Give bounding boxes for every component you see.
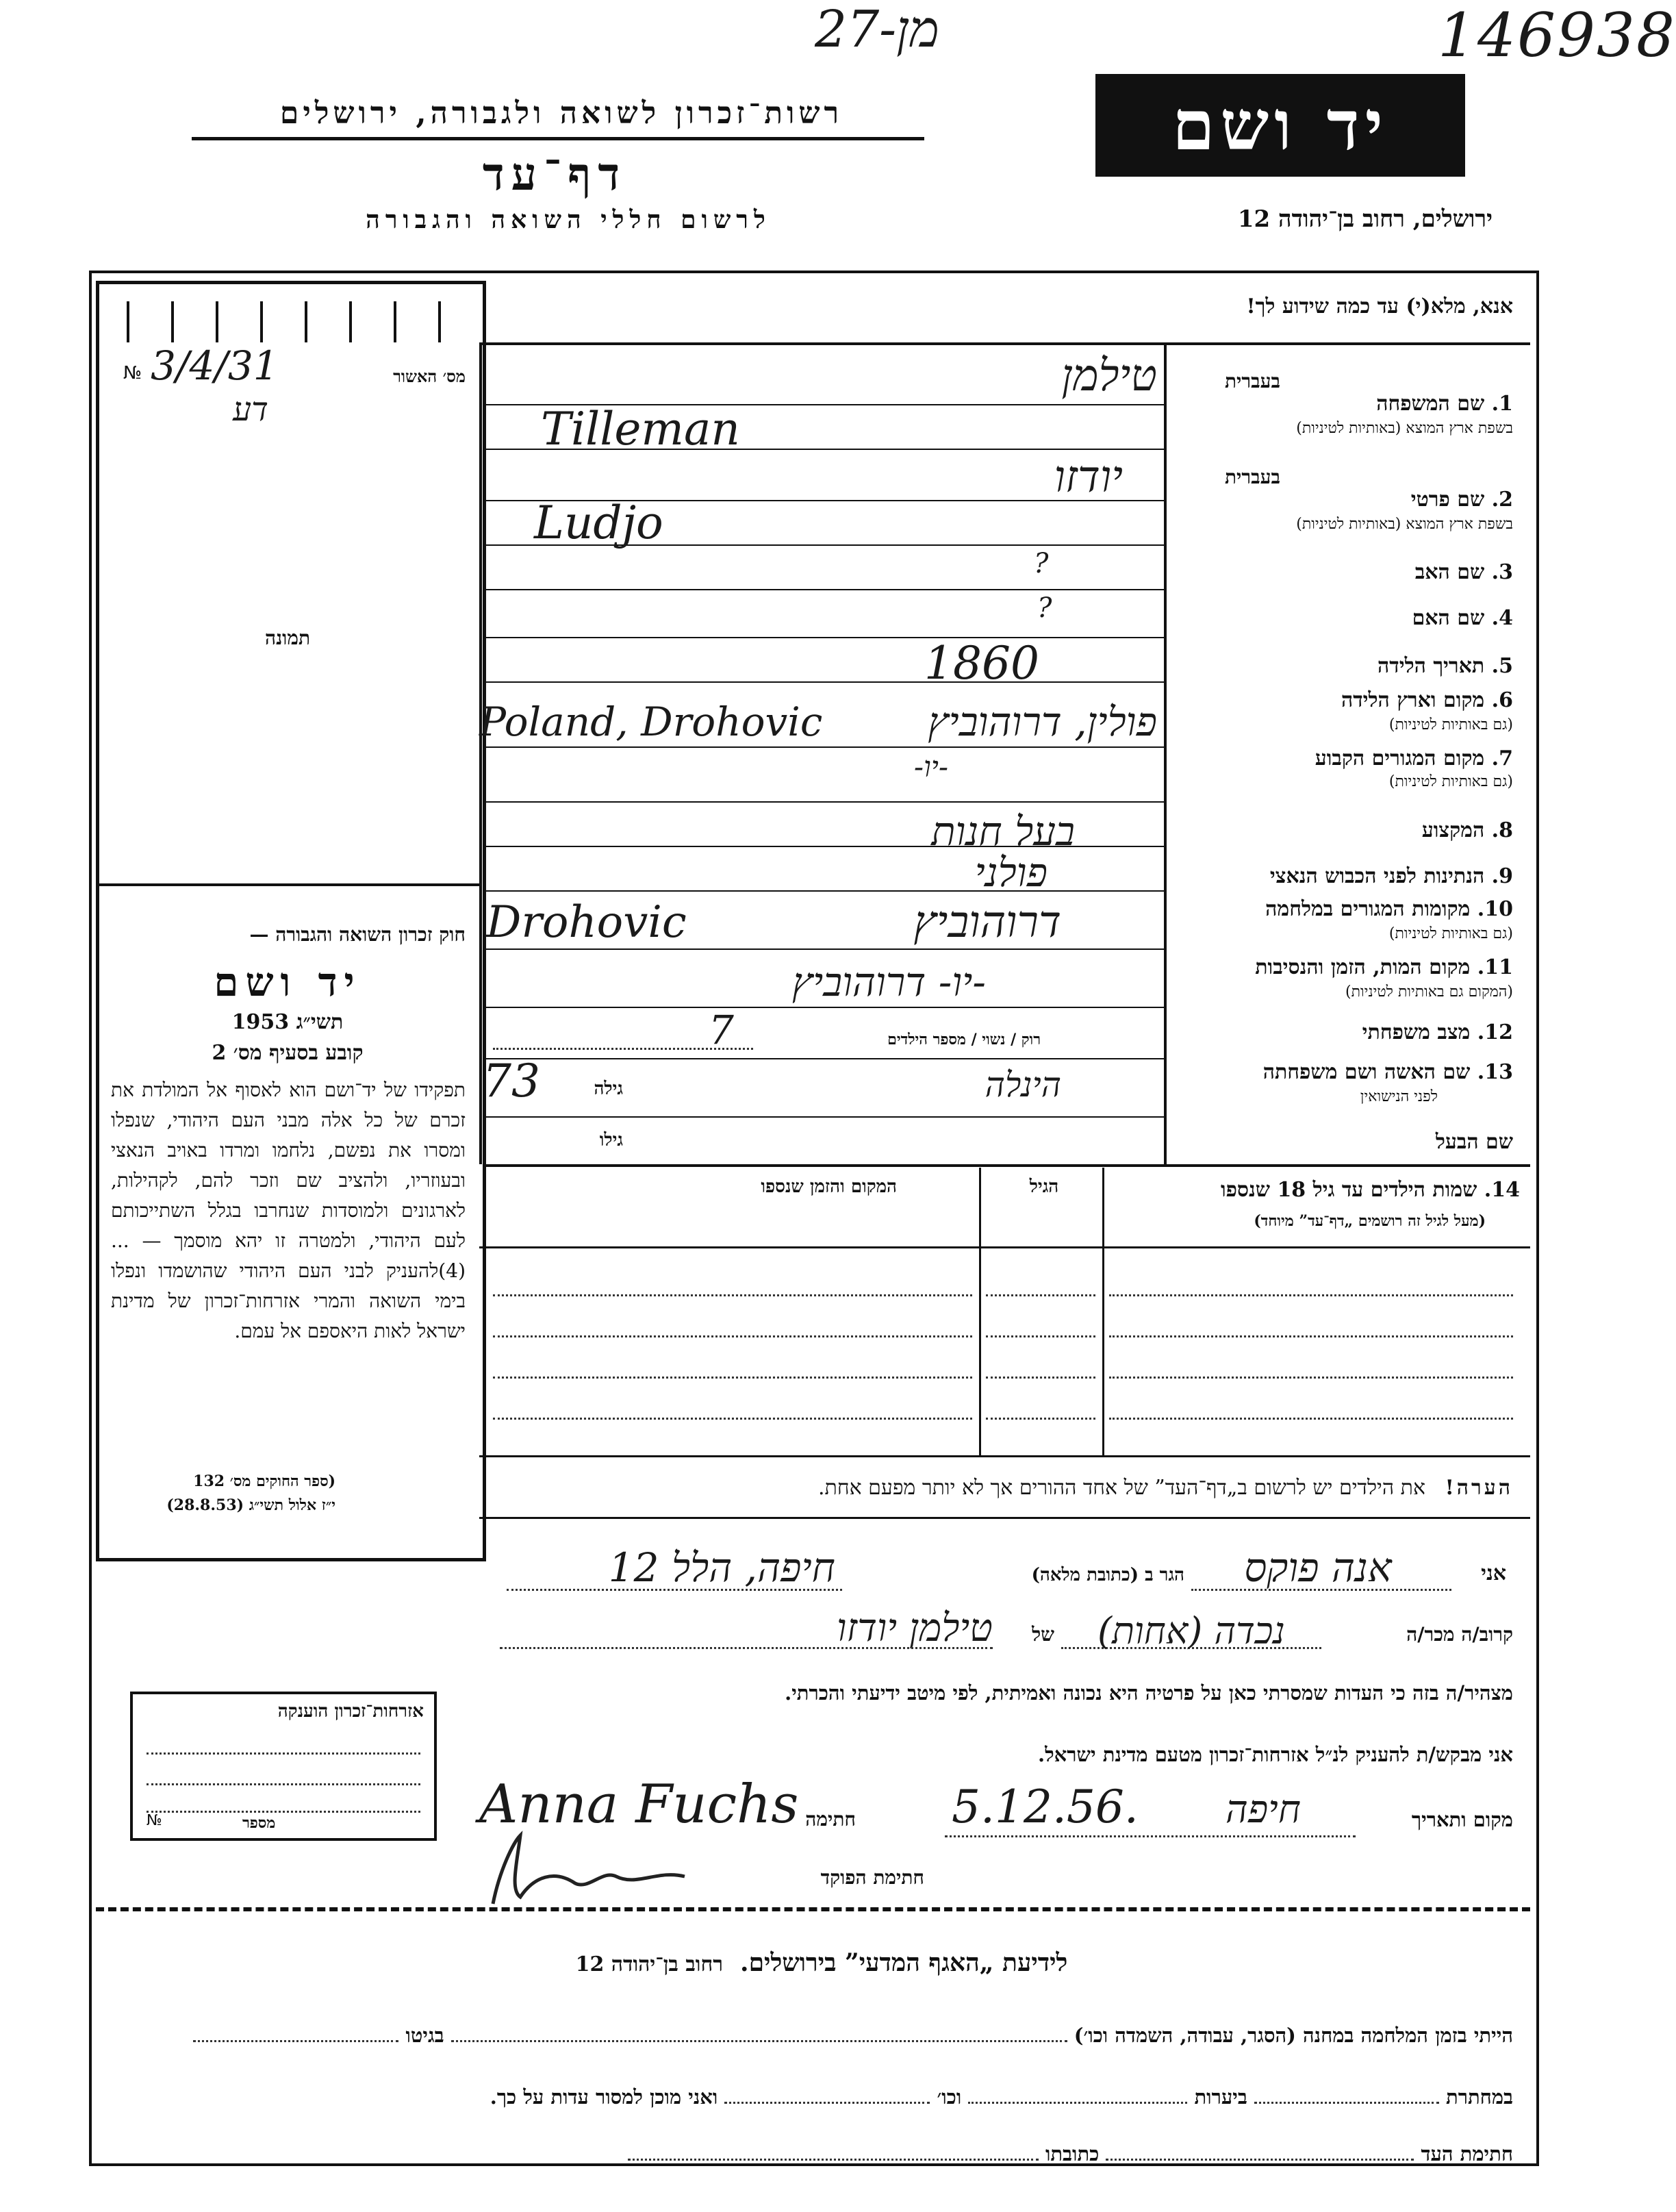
certificate-number-label: מספר	[242, 1814, 276, 1832]
approval-ticks	[96, 301, 479, 342]
citizenship-certificate-box	[130, 1692, 437, 1841]
note-label: הערה!	[1445, 1476, 1513, 1500]
law-ref-1: (ספר החוקים מס׳ 132	[193, 1472, 335, 1490]
row11-label: 11. מקום המות, הזמן והנסיבות	[1255, 955, 1513, 979]
officer-signature-icon	[479, 1828, 726, 1911]
footer-line-2: במחתרת ביערות וכו׳ ואני מוכן למסור עדות על כך.	[490, 2085, 1513, 2109]
sign-date: 5.12.56.	[952, 1781, 1139, 1833]
handwritten-top-mark: 27-מן	[815, 0, 939, 59]
officer-label: חתימת הפוקד	[820, 1866, 924, 1889]
row13-age-label: גילה	[594, 1079, 623, 1099]
archive-number: 146938	[1438, 0, 1676, 71]
children-sub: (מעל לגיל זה רושמים „דף־עד” מיוחד)	[1254, 1212, 1486, 1230]
approval-label: מס׳ האשור	[393, 366, 466, 386]
row5-value: 1860	[924, 637, 1039, 690]
certificate-number-prefix: №	[147, 1812, 162, 1829]
header-address: ירושלים, רחוב בן־יהודה 12	[1237, 205, 1493, 233]
row1-sub: בשפת ארץ המוצא (באותיות לטיניות)	[1296, 420, 1513, 437]
note-text: את הילדים יש לרשום ב„דף־העד” של אחד ההורים אך לא יותר מפעם אחת.	[818, 1476, 1425, 1500]
shel-label: של	[1032, 1623, 1054, 1646]
relative-name: טילמן יודזו	[837, 1606, 993, 1650]
row3-value: ?	[1034, 548, 1049, 579]
row11-value: -יו- דרוהוביץ	[791, 959, 986, 1005]
law-year: תשי״ג 1953	[231, 1010, 344, 1034]
row7-value: -יו-	[913, 750, 949, 783]
row4-value: ?	[1037, 592, 1052, 624]
form-title: דף־עד	[482, 147, 627, 201]
row2-hebrew-tag: בעברית	[1224, 466, 1280, 488]
row10-value-latin: Drohovic	[486, 897, 687, 948]
sign-place: חיפה	[1226, 1787, 1301, 1832]
row12-label: 12. מצב משפחתי	[1362, 1020, 1513, 1044]
row1-value-he: טילמן	[1061, 351, 1157, 401]
certificate-title: אזרחות־זכרון הוענקה	[277, 1701, 424, 1722]
row7-label: 7. מקום המגורים הקבוע	[1315, 746, 1513, 770]
relation-value: נכדה (אחות)	[1097, 1609, 1285, 1652]
row6-value-latin: Poland, Drohovic	[479, 699, 823, 745]
law-ref-2: י״ז אלול תשי״ג (28.8.53)	[166, 1496, 335, 1514]
signature-label: חתימה	[805, 1808, 856, 1831]
row13-label: 13. שם האשה ושם משפחתה	[1262, 1060, 1513, 1084]
institution-name: רשות־זכרון לשואה ולגבורה, ירושלים	[279, 96, 843, 131]
row8-value: בעל חנות	[931, 808, 1075, 855]
law-text: תפקידו של יד־ושם הוא לאסוף אל המולדת את זכרם של כל אלה מבני העם היהודי, שנפלו ומסרו את נפשם, נלחמו ומרדו באויב הנאצי ובעוזריו, ולהציב שם וזכר להם, לקהילות, לארגונים ולמוסדות שנחרבו בגלל השתייכותם לעם היהודי, ולמטרה זו יהא מוסמך — ...(4)להעניק לבני העם היהודי שהושמדו ונפלו בימי השואה והמרי אזרחות־זכרון של מדינת ישראל לאות היאספם אל עמם.	[111, 1079, 466, 1342]
row8-label: 8. המקצוע	[1421, 818, 1513, 842]
row13-sub: לפני הנישואין	[1360, 1088, 1438, 1105]
yad-vashem-logo: יד ושם	[1095, 74, 1465, 177]
row13-age-value: 73	[483, 1055, 540, 1107]
request-text: אני מבקש/ת להעניק לנ״ל אזרחות־זכרון מטעם מדינת ישראל.	[1038, 1743, 1513, 1766]
approval-prefix: №	[123, 363, 142, 384]
husband-age-label: גילו	[599, 1130, 623, 1151]
row10-sub: (גם באותיות לטיניות)	[1388, 925, 1513, 942]
row10-label: 10. מקומות המגורים במלחמה	[1265, 897, 1513, 921]
row6-sub: (גם באותיות לטיניות)	[1388, 716, 1513, 733]
row1-hebrew-tag: בעברית	[1224, 370, 1280, 392]
law-title: חוק זכרון השואה והגבורה —	[249, 923, 466, 946]
row12-options: רוק / נשוי / מספר הילדים	[887, 1031, 1041, 1048]
resides-label: הגר ב (כתובת מלאה)	[1031, 1565, 1184, 1585]
children-col-age: הגיל	[1029, 1177, 1059, 1197]
note-line	[493, 1476, 1513, 1500]
law-logo: יד ושם	[214, 959, 361, 1005]
footer-line-3: חתימת העד כתובתו	[110, 2142, 1513, 2166]
declarant-name: אנה פוקס	[1244, 1544, 1392, 1591]
children-label: 14. שמות הילדים עד גיל 18 שנספו	[1220, 1178, 1520, 1202]
row10-value-he: דרוהוביץ	[913, 897, 1061, 948]
row6-label: 6. מקום וארץ הלידה	[1341, 688, 1513, 712]
declaration-text: מצהיר/ה בזה כי העדות שמסרתי כאן על פרטיה היא נכונה ואמיתית, לפי מיטב ידיעתי והכרתי.	[785, 1681, 1513, 1705]
row9-label: 9. הנתינות לפני הכבוש הנאצי	[1269, 864, 1513, 888]
row13-value: הינלה	[985, 1065, 1061, 1105]
ani-label: אני	[1481, 1561, 1506, 1585]
form-subtitle: לרשום חללי השואה והגבורה	[366, 205, 771, 234]
husband-label: שם הבעל	[1435, 1130, 1513, 1154]
row2-value-latin: Ludjo	[534, 497, 663, 549]
relation-label: קרוב/ה מכר/ה	[1406, 1623, 1513, 1646]
children-col-place: המקום והזמן שנספו	[761, 1177, 897, 1197]
footer-line-1: הייתי בזמן המלחמה במחנה (הסגר, עבודה, השמדה וכו׳) בגיטו	[110, 2024, 1513, 2048]
form-instruction: אנא, מלא(י) עד כמה שידוע לך!	[1246, 294, 1513, 318]
row6-value-he: פולין, דרוהוביץ	[928, 699, 1157, 745]
row2-sub: בשפת ארץ המוצא (באותיות לטיניות)	[1296, 516, 1513, 533]
place-date-label: מקום ותאריך	[1411, 1808, 1513, 1831]
row11-sub: (המקום גם באותיות לטיניות)	[1345, 983, 1513, 1001]
row2-value-he: יודזו	[1054, 452, 1123, 503]
row1-label: 1. שם המשפחה	[1376, 392, 1513, 416]
footer-title: לידיעת „האגף המדעי” בירושלים. רחוב בן־יהודה 12	[575, 1948, 1068, 1977]
photo-label: תמונה	[264, 627, 311, 649]
row3-label: 3. שם האב	[1414, 560, 1513, 584]
declarant-signature: Anna Fuchs	[479, 1774, 799, 1835]
row5-label: 5. תאריך הלידה	[1377, 654, 1513, 678]
row7-sub: (גם באותיות לטיניות)	[1388, 773, 1513, 790]
row9-value: פולני	[974, 849, 1048, 896]
approval-note: דע	[233, 390, 268, 429]
row1-value-latin: Tilleman	[541, 403, 740, 455]
declarant-address: חיפה, הלל 12	[608, 1544, 835, 1591]
row4-label: 4. שם האם	[1412, 606, 1513, 630]
law-clause: קובע בסעיף מס׳ 2	[212, 1041, 364, 1065]
approval-number: 3/4/31	[151, 342, 279, 389]
row12-value: 7	[709, 1007, 734, 1053]
row2-label: 2. שם פרטי	[1410, 488, 1513, 512]
left-column-frame	[96, 281, 486, 1561]
